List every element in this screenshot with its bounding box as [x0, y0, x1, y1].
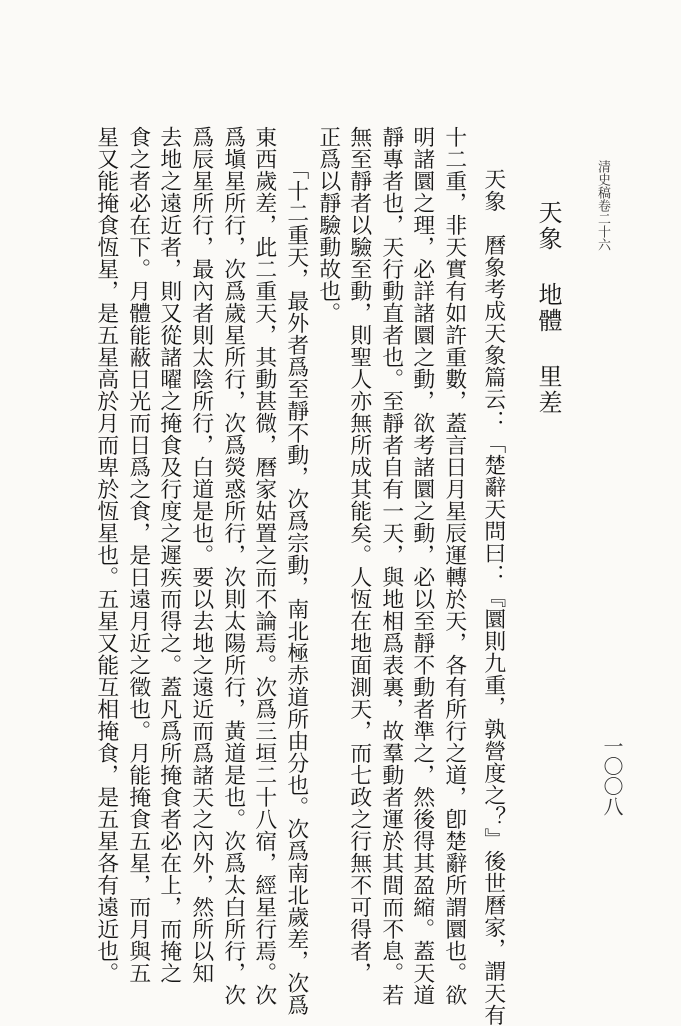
text-column: 正爲以靜驗動故也。: [315, 126, 341, 324]
text-column: 爲塡星所行，次爲歲星所行，次爲熒惑所行，次則太陽所行，黃道是也。次爲太白所行，次: [220, 126, 246, 1006]
text-column: 東西歲差，此二重天，其動甚微，曆家姑置之而不論焉。次爲三垣二十八宿，經星行焉。次: [251, 126, 277, 1006]
text-column: 去地之遠近者，則又從諸曜之掩食及行度之遲疾而得之。蓋凡爲所掩食者必在上，而掩之: [156, 126, 182, 984]
text-column: 天象 曆象考成天象篇云：「楚辭天問曰：『圜則九重，孰營度之？』後世曆家，謂天有: [480, 168, 506, 1026]
page-number: 一〇〇八: [600, 736, 624, 816]
text-column: 靜專者也，天行動直者也。至靜者自有一天，與地相爲表裏，故羣動者運於其間而不息。若: [378, 126, 404, 1006]
text-column: 食之者必在下。月體能蔽日光而日爲之食，是日遠月近之徵也。月能掩食五星，而月與五: [125, 126, 151, 984]
text-column: 十二重，非天實有如許重數，蓋言日月星辰運轉於天，各有所行之道，卽楚辭所謂圜也。欲: [441, 126, 467, 1006]
running-head: 清史稿卷二十六: [595, 160, 610, 251]
text-column: 明諸圜之理，必詳諸圜之動，欲考諸圜之動，必以至靜不動者準之，然後得其盈縮。蓋天道: [409, 126, 435, 1006]
text-column: 「十二重天，最外者爲至靜不動，次爲宗動，南北極赤道所由分也。次爲南北歲差，次爲: [283, 158, 309, 1016]
text-column: 爲辰星所行，最內者則太陰所行，白道是也。要以去地之遠近而爲諸天之內外，然所以知: [188, 126, 214, 984]
text-column: 星又能掩食恆星，是五星高於月而卑於恆星也。五星又能互相掩食，是五星各有遠近也。: [93, 126, 119, 984]
text-column: 無至靜者以驗至動，則聖人亦無所成其能矣。人恆在地面測天，而七政之行無不可得者，: [346, 126, 372, 984]
section-title: 天象 地體 里差: [534, 200, 562, 416]
